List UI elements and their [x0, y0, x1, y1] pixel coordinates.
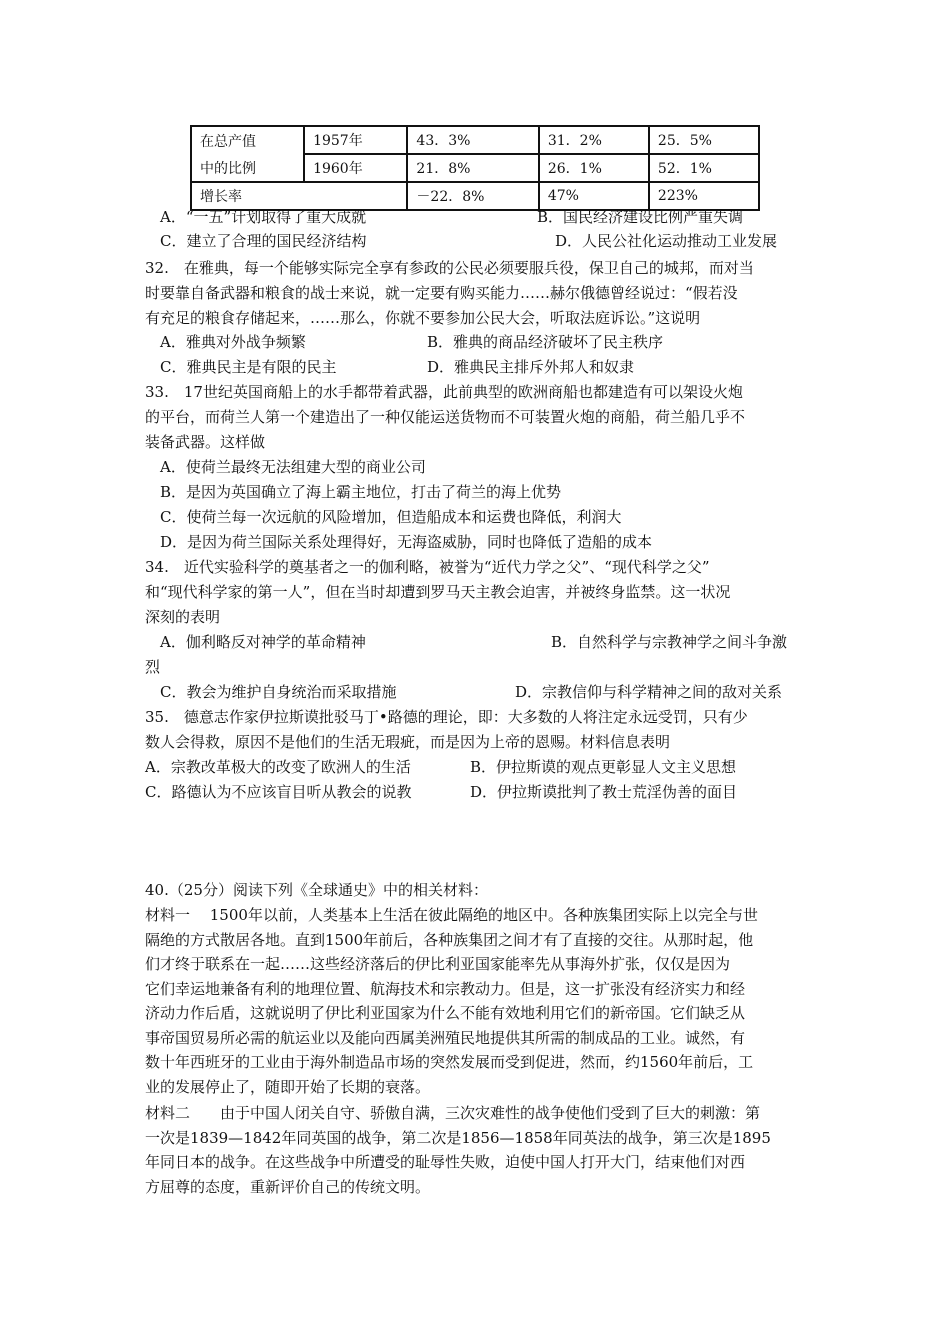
q34-stem-line: 深刻的表明 [145, 608, 221, 626]
q35-option-d: D．伊拉斯谟批判了教士荒淫伪善的面目 [470, 783, 738, 801]
q32-option-d: D．雅典民主排斥外邦人和奴隶 [427, 358, 635, 376]
material-one-line: 材料一 1500年以前，人类基本上生活在彼此隔绝的地区中。各种族集团实际上以完全与世 [145, 906, 758, 924]
table-row [191, 154, 759, 182]
table-cell: 43．3% [407, 126, 538, 154]
material-one-line: 数十年西班牙的工业由于海外制造品市场的突然发展而受到促进，然而，约1560年前后，工 [145, 1053, 754, 1071]
q35-option-c: C．路德认为不应该盲目听从教会的说教 [145, 783, 412, 801]
q33-option-b: B．是因为英国确立了海上霸主地位，打击了荷兰的海上优势 [160, 483, 562, 501]
q34-option-c: C．教会为维护自身统治而采取措施 [160, 683, 397, 701]
q34-option-b-continued: 烈 [145, 658, 161, 676]
q32-stem-line: 32. 在雅典，每一个能够实际完全享有参政的公民必须要服兵役，保卫自己的城邦，而对当 [145, 259, 754, 277]
q34-option-a: A．伽利略反对神学的革命精神 [160, 633, 366, 651]
material-two-line: 材料二 由于中国人闭关自守、骄傲自满，三次灾难性的战争使他们受到了巨大的刺激：第 [145, 1104, 761, 1122]
q34-option-d: D．宗教信仰与科学精神之间的敌对关系 [515, 683, 783, 701]
table-cell-growth-label: 增长率 [191, 182, 407, 210]
row-label-bottom: 中的比例 [200, 160, 256, 177]
q33-stem-line: 的平台，而荷兰人第一个建造出了一种仅能运送货物而不可装置火炮的商船，荷兰船几乎不 [145, 408, 746, 426]
q40-material-two [145, 1101, 810, 1199]
q33-stem-line: 33. 17世纪英国商船上的水手都带着武器，此前典型的欧洲商船也都建造有可以架设火炮 [145, 383, 743, 401]
table-cell-year: 1957年 [304, 126, 407, 154]
table-cell-row-label [191, 126, 304, 154]
material-one-line: 事帝国贸易所必需的航运业以及能向西属美洲殖民地提供其所需的制成品的工业。诚然，有 [145, 1028, 746, 1047]
table-row [191, 126, 759, 154]
q31-option-d: D．人民公社化运动推动工业发展 [555, 232, 778, 250]
q40-material-one [145, 903, 810, 1099]
q33-option-a: A．使荷兰最终无法组建大型的商业公司 [160, 458, 426, 476]
material-one-line: 业的发展停止了，随即开始了长期的衰落。 [145, 1077, 431, 1096]
q32-option-c: C．雅典民主是有限的民主 [160, 358, 337, 376]
q33-option-c: C．使荷兰每一次远航的风险增加，但造船成本和运费也降低，利润大 [160, 508, 622, 526]
q40-title: 40.（25分）阅读下列《全球通史》中的相关材料： [145, 881, 488, 899]
q31-option-a: A．“一五”计划取得了重大成就 [160, 208, 367, 226]
q34-stem-line: 34. 近代实验科学的奠基者之一的伽利略，被誉为“近代力学之父”、“现代科学之父” [145, 558, 710, 576]
q34-stem-line: 和“现代科学家的第一人”，但在当时却遭到罗马天主教会迫害，并被终身监禁。这一状况 [145, 583, 731, 601]
q35-option-b: B．伊拉斯谟的观点更彰显人文主义思想 [470, 758, 737, 776]
q31-option-b: B．国民经济建设比例严重失调 [537, 208, 744, 226]
material-one-line: 隔绝的方式散居各地。直到1500年前后，各种族集团之间才有了直接的交往。从那时起，他 [145, 930, 754, 949]
table-cell: 26．1% [539, 154, 649, 182]
q32-option-b: B．雅典的商品经济破坏了民主秩序 [427, 333, 664, 351]
table-cell: 31．2% [539, 126, 649, 154]
q32-stem-line: 时要靠自备武器和粮食的战士来说，就一定要有购买能力……赫尔俄德曾经说过：“假若没 [145, 284, 738, 302]
q34-option-b: B．自然科学与宗教神学之间斗争激 [551, 633, 788, 651]
material-two-line: 一次是1839—1842年同英国的战争，第二次是1856—1858年同英法的战争，第三次是1895 [145, 1128, 771, 1147]
q32-stem-line: 有充足的粮食存储起来，……那么，你就不要参加公民大会，听取法庭诉讼。”这说明 [145, 309, 701, 327]
table-cell-year: 1960年 [304, 154, 407, 182]
q33-stem-line: 装备武器。这样做 [145, 433, 266, 451]
table-cell-row-label [191, 154, 304, 182]
material-one-line: 济动力作后盾，这就说明了伊比利亚国家为什么不能有效地利用它们的新帝国。它们缺乏从 [145, 1004, 746, 1022]
material-one-line: 它们幸运地兼备有利的地理位置、航海技术和宗教动力。但是，这一扩张没有经济实力和经 [145, 979, 746, 998]
table-cell: 25．5% [649, 126, 759, 154]
material-two-line: 方屈尊的态度，重新评价自己的传统文明。 [145, 1177, 431, 1196]
output-ratio-table [190, 125, 760, 211]
table-cell: －22．8% [407, 182, 538, 210]
q35-option-a: A．宗教改革极大的改变了欧洲人的生活 [145, 758, 411, 776]
table-cell: 52．1% [649, 154, 759, 182]
q31-option-c: C．建立了合理的国民经济结构 [160, 232, 367, 250]
q35-stem-line: 35. 德意志作家伊拉斯谟批驳马丁•路德的理论，即：大多数的人将注定永远受罚，只有少 [145, 708, 748, 726]
table-cell: 223% [649, 182, 759, 210]
q33-option-d: D．是因为荷兰国际关系处理得好，无海盗威胁，同时也降低了造船的成本 [160, 533, 653, 551]
row-label-top: 在总产值 [200, 133, 256, 150]
table-cell: 21．8% [407, 154, 538, 182]
q32-option-a: A．雅典对外战争频繁 [160, 333, 306, 351]
table-cell: 47% [539, 182, 649, 210]
q35-stem-line: 数人会得救，原因不是他们的生活无瑕疵，而是因为上帝的恩赐。材料信息表明 [145, 733, 671, 751]
material-two-line: 年同日本的战争。在这些战争中所遭受的耻辱性失败，迫使中国人打开大门，结束他们对西 [145, 1153, 746, 1171]
material-one-line: 们才终于联系在一起……这些经济落后的伊比利亚国家能率先从事海外扩张，仅仅是因为 [145, 955, 731, 973]
